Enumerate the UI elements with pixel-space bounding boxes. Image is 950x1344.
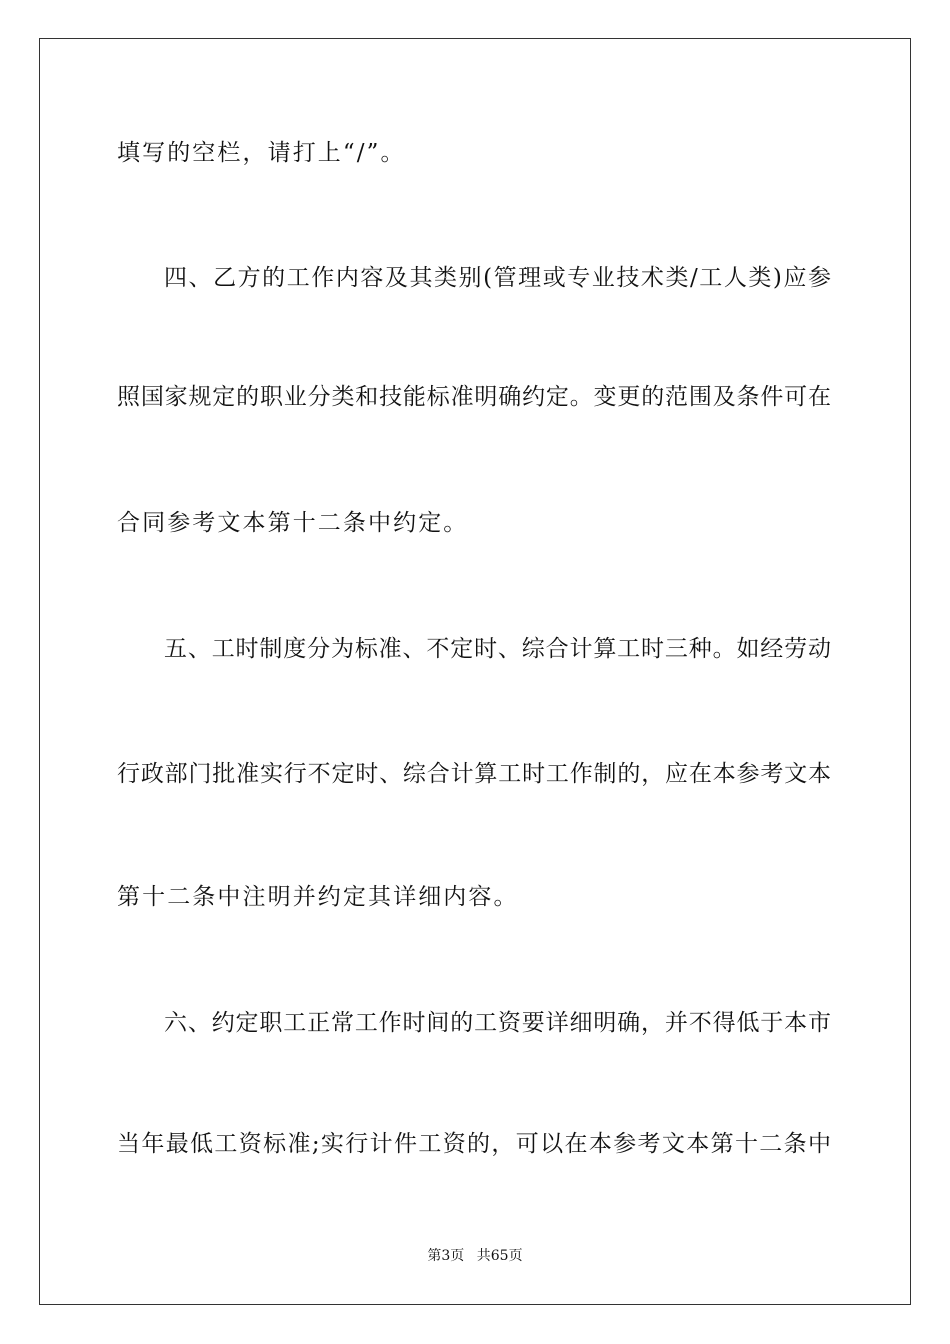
page-number: 第3页 — [427, 1248, 465, 1264]
page-total: 共65页 — [476, 1248, 523, 1264]
text-line-1: 填写的空栏，请打上“/”。 — [117, 140, 406, 166]
text-line-2: 四、乙方的工作内容及其类别(管理或专业技术类/工人类)应参 — [164, 265, 831, 291]
text-line-9: 当年最低工资标准;实行计件工资的，可以在本参考文本第十二条中 — [117, 1131, 831, 1157]
page-footer — [0, 1247, 950, 1265]
text-line-7: 第十二条中注明并约定其详细内容。 — [117, 884, 519, 910]
page-border — [39, 38, 911, 1305]
text-line-6: 行政部门批准实行不定时、综合计算工时工作制的，应在本参考文本 — [117, 761, 831, 787]
text-line-3: 照国家规定的职业分类和技能标准明确约定。变更的范围及条件可在 — [117, 384, 831, 410]
text-line-4: 合同参考文本第十二条中约定。 — [117, 510, 469, 536]
text-line-8: 六、约定职工正常工作时间的工资要详细明确，并不得低于本市 — [164, 1010, 831, 1036]
text-line-5: 五、工时制度分为标准、不定时、综合计算工时三种。如经劳动 — [164, 636, 831, 662]
